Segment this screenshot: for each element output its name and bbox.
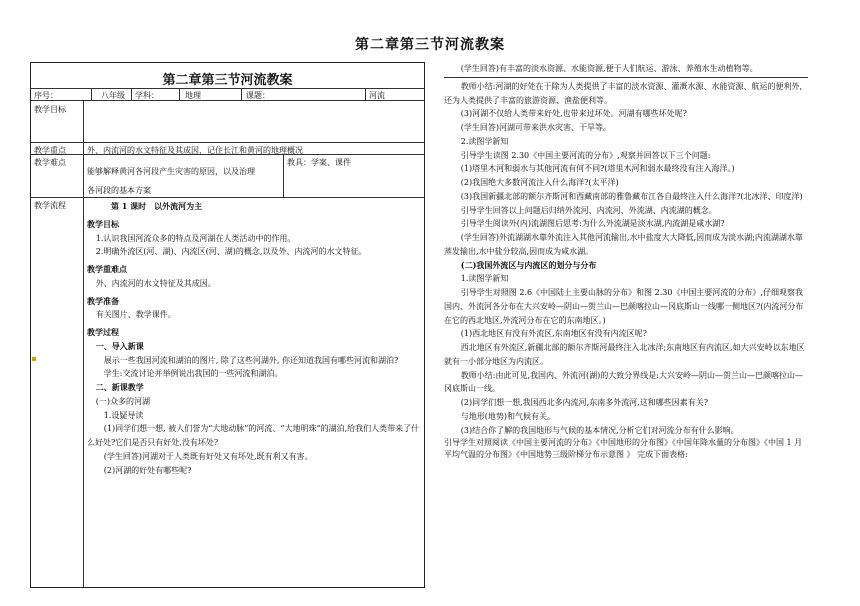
paragraph: (学生回答)外流湖湖水靠外流注入其他河流输出,水中盐度大大降低,因而成为淡水湖;内流湖湖水靠蒸发输出,水中盐分较高,因而成为咸水湖。 [444,233,803,256]
paragraph: 引导学生阅读外(内)流湖图后思考:为什么外流湖是淡水湖,内流湖是咸水湖? [460,219,725,229]
seq-label: 序号： [34,91,58,100]
lesson-heading: 第 1 课时 以外流河为主 [111,201,203,211]
paragraph: 学生:交流讨论并举例说出我国的一些河流和湖泊。 [103,369,283,379]
key-label: 教学重点 [34,146,66,155]
section-heading: 教学准备 [87,295,119,306]
paragraph: (2)我国绝大多数河流注入什么海洋?(太平洋) [460,178,619,187]
paragraph: 1.认识我国河流众多的特点及河湖在人类活动中的作用。 [95,233,296,243]
paragraph: (学生回答)河湖可带来洪水灾害、干旱等。 [460,123,612,132]
paragraph: (学生回答)河湖对于人类既有好处又有坏处,既有利又有害。 [103,451,313,461]
paragraph: 2.读图学新知 [460,136,509,146]
topic-label: 课题： [246,91,270,100]
paragraph: 有关图片、教学课件。 [95,310,176,320]
paragraph: (2)同学们想一想,我国西北多内流河,东南多外流河,这和哪些因素有关? [460,398,709,407]
section-heading: 二、新课教学 [95,382,144,392]
paragraph: (学生回答)有丰富的淡水资源、水能资源,便于人们航运、游泳、养殖水生动植物等。 [460,64,758,73]
lesson-plan-table [30,62,425,588]
section-heading: 一、导入新课 [95,340,144,351]
paragraph: 西北地区有外流区,新疆北部的额尔齐斯河最终注入北冰洋;东南地区有内流区,如大兴安岭以东地区就有一小部分地区为内流区。 [444,343,805,366]
paragraph: (3)河湖不仅给人类带来好处,也带来过坏处。河湖有哪些坏处呢? [460,109,687,119]
difficulty-text-1: 能够解释黄河各河段产生灾害的原因，以及治理 [87,167,255,176]
section-heading: (二)我国外流区与内流区的划分与分布 [460,259,597,270]
right-column [444,62,808,594]
subject-label: 学科： [135,91,159,100]
paragraph: 外、内流河的水文特征及其成因。 [95,278,216,288]
key-text: 外、内流河的水文特征及其成因，记住长江和黄河的地理概况 [87,146,303,155]
paragraph: (1)西北地区有没有外流区,东南地区有没有内流区呢? [460,329,647,339]
paragraph: (1)同学们想一想, 被人们誉为“大地动脉”的河流、“大地明珠”的湖泊,给我们人类带来了什么好处?它们是否只有好处,没有坏处? [87,424,420,447]
paragraph: 引导学生对照图 2.6《中国陆上主要山脉的分布》和图 2.30《中国主要河流的分布》,仔细观察我国内、外流河各分布在大兴安岭—阴山—贺兰山—巴颜喀拉山—冈底斯山一线哪一侧地区?(内流河分布在它的西北地区,外流河分布在它的东南地区。) [444,288,804,325]
page-title: 第二章第三节河流教案 [355,37,505,53]
subject-value: 地理 [185,91,201,100]
section-heading: 教学过程 [87,327,119,337]
paragraph: (3)结合你了解的我国地形与气候的基本情况,分析它们对河流分布有什么影响。 [460,425,739,435]
paragraph: 引导学生回答以上问题后归纳外流河、内流河、外流湖、内流湖的概念。 [460,205,717,215]
topic-value: 河流 [369,91,385,100]
paragraph: (2)河湖的好处有哪些呢? [103,465,192,475]
lesson-content [87,200,421,477]
table-title: 第二章第三节河流教案 [162,73,293,88]
paragraph: 与地形(地势)和气候有关。 [460,411,556,421]
paragraph: (3)我国新疆北部的额尔齐斯河和西藏南部的雅鲁藏布江各自最终注入什么海洋?(北冰洋、印度洋) [460,191,803,201]
goal-label: 教学目标 [34,105,66,114]
paragraph: 1.设疑导读 [103,410,144,420]
difficulty-label: 教学难点 [34,158,66,167]
paragraph: 2.明确外流区(河、湖)、内流区(河、湖)的概念,以及外、内流河的水文特征。 [95,247,367,257]
paragraph: (一)众多的河湖 [95,396,151,406]
process-label: 教学流程 [34,201,66,210]
margin-marker [32,357,36,361]
difficulty-text-2: 各河段的基本方案 [87,186,151,195]
section-heading: 教学目标 [87,218,119,229]
grade-value: 八年级 [101,91,125,100]
paragraph: 1.读图学新知 [460,274,509,284]
paragraph: 展示一些我国河流和湖泊的图片, 除了这些河湖外, 你还知道我国有哪些河流和湖泊? [103,355,399,365]
section-heading: 教学重难点 [87,264,127,274]
paragraph: 引导学生对照阅读《中国主要河流的分布》《中国地形的分布图》《中国年降水量的分布图》《中国 1 月平均气温的分布图》《中国地势三级阶梯分布示意图 》 完成下面表格: [444,438,803,460]
tools-text: 教具：学案、课件 [287,158,351,167]
paragraph: 教师小结:由此可见,我国内、外流河(湖)的大致分界线是:大兴安岭—阴山—贺兰山—巴颜喀拉山—冈底斯山一线。 [444,370,803,394]
paragraph: (1)塔里木河和弱水与其他河流有何不同?(塔里木河和弱水最终没有注入海洋。) [460,164,735,174]
paragraph: 引导学生读图 2.30《中国主要河流的分布》,观察并回答以下三个问题: [460,150,711,160]
paragraph: 教师小结:河湖的好处在于除为人类提供了丰富的淡水资源、灌溉水源、水能资源、航运的便利外,还为人类提供了丰富的旅游资源、渔盐便利等。 [444,81,803,105]
